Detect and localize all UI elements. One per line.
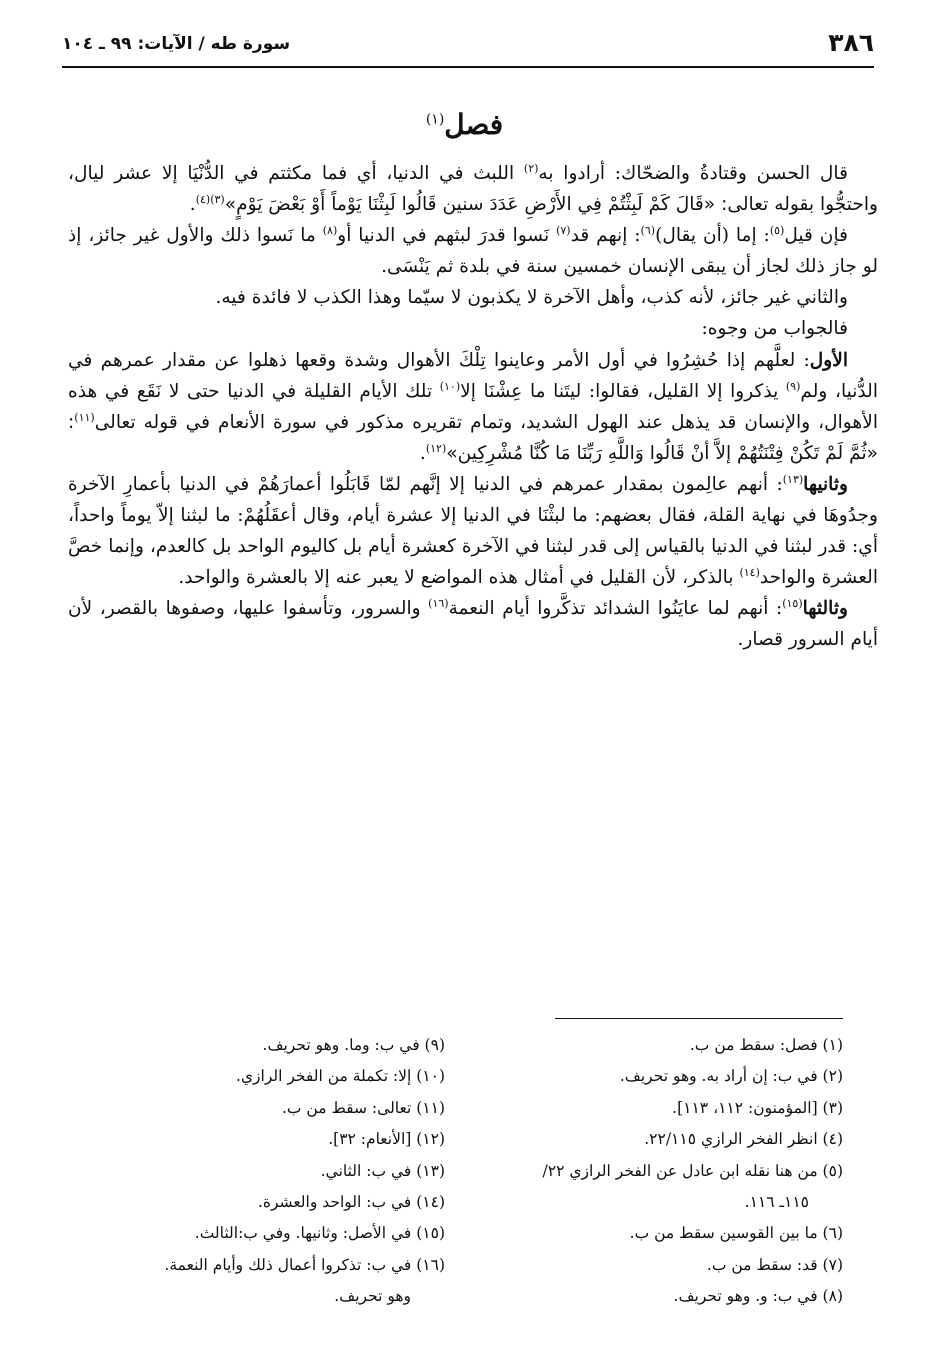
footnote-text: (٨) في ب: و. وهو تحريف.: [673, 1287, 843, 1306]
footnote-ref: (١٥): [782, 597, 803, 611]
footnote-text: (١) فصل: سقط من ب.: [689, 1036, 843, 1054]
footnote-text: (٣) [المؤمنون: ١١٢، ١١٣].: [672, 1098, 843, 1117]
footnote: [463, 1030, 843, 1061]
paragraph-5: [68, 345, 878, 469]
text-run: .: [189, 194, 196, 216]
text-run: : لعلَّهم إذا حُشِرُوا في أول الأمر وعاينوا تِلْكَ الأهوال وشدة وقعها ذهلوا عن مقدار عمرهم في الدُّنيا، ولم: [68, 349, 878, 402]
footnote-ref: (٧): [556, 224, 571, 237]
paragraph-6: [68, 469, 878, 593]
footnote-ref: (٨): [322, 224, 338, 237]
footnote-text: (١٦) في ب: تذكروا أعمال ذلك وأيام النعمة.: [164, 1255, 445, 1274]
text-run: .: [419, 442, 426, 464]
page-header: [62, 30, 874, 68]
section-title-footnote-ref: (١): [425, 111, 445, 128]
footnote-ref: (٣)(٤): [195, 192, 225, 206]
footnote: [463, 1093, 843, 1124]
footnote-text: (٩) في ب: وما. وهو تحريف.: [262, 1036, 445, 1054]
footnote-text: (٤) انظر الفخر الرازي ٢٢/١١٥.: [644, 1130, 843, 1149]
running-title: سورة طه / الآيات: ٩٩ ـ ١٠٤: [62, 34, 291, 54]
text-run: : أنهم لما عايَنُوا الشدائد تذكَّروا أيام النعمة: [448, 598, 783, 620]
footnote: [463, 1281, 843, 1312]
text-run: بالذكر، لأن القليل في أمثال هذه المواضع لا يعبر عنه إلا بالعشرة والواحد.: [178, 567, 740, 589]
text-run: : «ثُمَّ لَمْ تَكُنْ فِتْنَتُهُمْ إلاَّ أنْ قَالُوا وَاللَّهِ رَبِّنَا مَا كُنَّا مُشْرِكِين»: [68, 411, 878, 464]
footnote-text: (٥) من هنا نقله ابن عادل عن الفخر الرازي ٢٢/: [542, 1161, 843, 1180]
paragraph-7: [68, 593, 878, 655]
footnote-ref: (١٣): [782, 472, 804, 486]
paragraph-4: فالجواب من وجوه:: [701, 318, 848, 340]
footnote: [463, 1156, 843, 1219]
footnote-text: (١٣) في ب: الثاني.: [320, 1161, 445, 1180]
text-run: : أنهم عالِمون بمقدار عمرهم في الدنيا إلا إنَّهم لمّا قَابَلُوا أعمارَهُمْ في الدنيا بأعمارِ الآخرة وجدُوهَا في نهاية القلة، فقال بعضهم: ما لبثْنَا في الدنيا إلا عشرة أيام، وقال أعقَلُهُمْ: ما لبثنا إلاّ يوماً واحداً، أي: قدر لبثنا في الدنيا بالقياس إلى قدر لبثنا في الآخرة كعشرة أيام بل كاليوم الواحد بل كالعدم، وإنما خصَّ العشرة والواحد: [68, 473, 878, 589]
text-run: والسرور، وتأسفوا عليها، وصفوها بالقصر، لأن أيام السرور قصار.: [68, 598, 878, 651]
text-run: فإن قيل: [784, 225, 849, 247]
paragraph-lead: الأول: [809, 349, 848, 371]
footnote: [45, 1061, 445, 1092]
footnote-ref: (١٠): [439, 379, 461, 393]
footnote-continuation: وهو تحريف.: [334, 1287, 411, 1306]
footnote-continuation: ١١٥ـ ١١٦.: [744, 1193, 809, 1212]
section-title: [0, 108, 929, 141]
footnote-text: (١١) تعالى: سقط من ب.: [281, 1098, 445, 1117]
footnote: [45, 1250, 445, 1313]
footnote-ref: (١٦): [428, 597, 449, 611]
text-run: يذكروا إلا القليل، فقالوا: ليتَنا ما عِشْنَا إلا: [460, 380, 786, 402]
footnote: [463, 1124, 843, 1155]
text-run: ما نَسوا ذلك والأول غير جائز، إذ لو جاز ذلك لجاز أن يبقى الإنسان خمسين سنة في بلدة ثم يَنْسَى.: [68, 225, 878, 278]
footnote-ref: (٩): [785, 379, 801, 393]
page-number: ٣٨٦: [828, 28, 874, 57]
footnotes-left-column: [45, 1030, 445, 1313]
footnote: [45, 1030, 445, 1061]
text-run: قال الحسن وقتادةُ والضحّاك: أرادوا به: [538, 163, 848, 184]
footnote-text: (١٥) في الأصل: وثانيها. وفي ب:الثالث.: [194, 1224, 445, 1243]
footnote-text: (٦) ما بين القوسين سقط من ب.: [629, 1224, 843, 1243]
footnote: [45, 1187, 445, 1218]
text-run: نَسوا قدرَ لبثهم في الدنيا أو: [337, 225, 557, 247]
footnote: [45, 1093, 445, 1124]
footnote: [463, 1218, 843, 1249]
footnote-text: (١٠) إلا: تكملة من الفخر الرازي.: [235, 1067, 445, 1086]
footnote-ref: (١٢): [425, 441, 447, 455]
text-run: : إما (أن يقال): [655, 225, 770, 247]
footnote-text: (١٤) في ب: الواحد والعشرة.: [257, 1193, 445, 1212]
footnote-divider: [555, 1018, 843, 1019]
footnote-text: (١٢) [الأنعام: ٣٢].: [328, 1130, 445, 1149]
paragraph-1: [68, 158, 878, 220]
footnote: [45, 1218, 445, 1249]
footnote-ref: (١٤): [739, 566, 760, 580]
footnote: [463, 1061, 843, 1092]
text-run: اللبث في الدنيا، أي فما مكثتم في الدُّنْيَا إلا عشر ليال، واحتجُّوا بقوله تعالى: «قَالَ كَمْ لَبِثْتُمْ فِي الأَرْضِ عَدَدَ سنين قَالُوا لَبِثْنَا يَوْماً أَوْ بَعْضَ يَوْمٍ»: [68, 163, 878, 216]
main-text: [68, 158, 878, 656]
paragraph-2: [68, 220, 878, 282]
footnotes-right-column: [463, 1030, 843, 1313]
footnote: [463, 1250, 843, 1281]
paragraph-lead: وثانيها: [803, 473, 848, 495]
footnote-ref: (٥): [769, 224, 785, 237]
footnote: [45, 1156, 445, 1187]
section-title-text: فصل: [444, 108, 504, 141]
footnote: [45, 1124, 445, 1155]
footnote-ref: (٢): [523, 161, 539, 175]
footnote-ref: (١١): [74, 410, 95, 424]
footnote-ref: (٦): [640, 224, 656, 237]
footnote-text: (٧) قد: سقط من ب.: [706, 1255, 843, 1274]
paragraph-3: والثاني غير جائز، لأنه كذب، وأهل الآخرة لا يكذبون لا سيّما وهذا الكذب لا فائدة فيه.: [215, 287, 848, 309]
text-run: تلك الأيام القليلة في الدنيا حتى لا نَقَع في هذه الأهوال، والإنسان قد يذهل عند الهول الشديد، وتمام تقريره مذكور في سورة الأنعام في قوله تعالى: [68, 380, 878, 433]
paragraph-lead: وثالثها: [802, 598, 848, 620]
text-run: : إنهم قد: [570, 225, 641, 247]
footnote-text: (٢) في ب: إن أراد به. وهو تحريف.: [619, 1067, 843, 1086]
